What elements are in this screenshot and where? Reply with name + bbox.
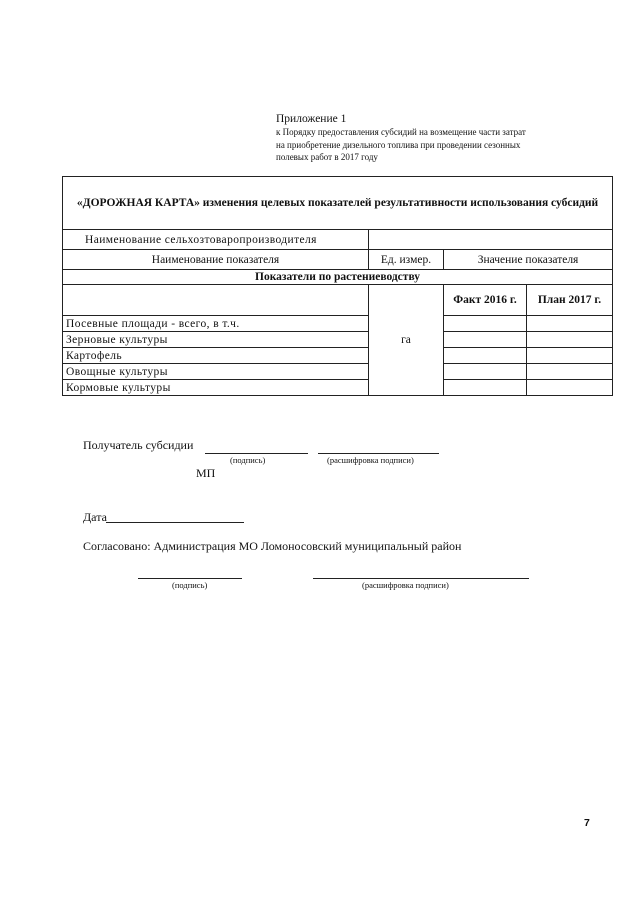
table-row: Кормовые культуры bbox=[63, 380, 369, 396]
date-label: Дата bbox=[83, 510, 107, 524]
plan-cell bbox=[527, 332, 613, 348]
table-row: Картофель bbox=[63, 348, 369, 364]
fact-cell bbox=[444, 332, 527, 348]
col-indicator-header: Наименование показателя bbox=[63, 250, 369, 270]
sign-caption-2: (подпись) bbox=[172, 580, 208, 590]
stamp-label: МП bbox=[196, 466, 216, 480]
fact-cell bbox=[444, 380, 527, 396]
agreed-sign-line[interactable] bbox=[138, 578, 242, 579]
col-plan-header: План 2017 г. bbox=[527, 285, 613, 316]
producer-label: Наименование сельхозтоваропроизводителя bbox=[63, 230, 369, 250]
decode-caption-2: (расшифровка подписи) bbox=[362, 580, 449, 590]
table-title: «ДОРОЖНАЯ КАРТА» изменения целевых показателей результативности использования субсидий bbox=[63, 177, 613, 230]
recipient-decode-line[interactable] bbox=[318, 453, 439, 454]
agreed-decode-line[interactable] bbox=[313, 578, 529, 579]
producer-value bbox=[369, 230, 613, 250]
indicator-blank-cell bbox=[63, 285, 369, 316]
decode-caption: (расшифровка подписи) bbox=[327, 455, 414, 465]
sign-caption: (подпись) bbox=[230, 455, 266, 465]
recipient-sign-line[interactable] bbox=[205, 453, 308, 454]
col-fact-header: Факт 2016 г. bbox=[444, 285, 527, 316]
fact-cell bbox=[444, 348, 527, 364]
table-row: Овощные культуры bbox=[63, 364, 369, 380]
table-row: Посевные площади - всего, в т.ч. bbox=[63, 316, 369, 332]
plan-cell bbox=[527, 316, 613, 332]
col-unit-header: Ед. измер. bbox=[369, 250, 444, 270]
plan-cell bbox=[527, 364, 613, 380]
page-number: 7 bbox=[584, 817, 590, 829]
fact-cell bbox=[444, 364, 527, 380]
agreed-label: Согласовано: Администрация МО Ломоносовский муниципальный район bbox=[83, 539, 462, 553]
roadmap-table bbox=[62, 176, 613, 396]
unit-cell: га bbox=[369, 285, 444, 396]
plan-cell bbox=[527, 348, 613, 364]
recipient-label: Получатель субсидии bbox=[83, 438, 194, 452]
table-row: Зерновые культуры bbox=[63, 332, 369, 348]
plan-cell bbox=[527, 380, 613, 396]
fact-cell bbox=[444, 316, 527, 332]
date-line[interactable] bbox=[106, 522, 244, 523]
appendix-subtitle: к Порядку предоставления субсидий на возмещение части затрат на приобретение дизельного топлива при проведении сезонных полевых работ в 2017 году bbox=[276, 127, 526, 162]
section-title: Показатели по растениеводству bbox=[63, 270, 613, 285]
appendix-title: Приложение 1 bbox=[276, 113, 347, 125]
col-value-header: Значение показателя bbox=[444, 250, 613, 270]
